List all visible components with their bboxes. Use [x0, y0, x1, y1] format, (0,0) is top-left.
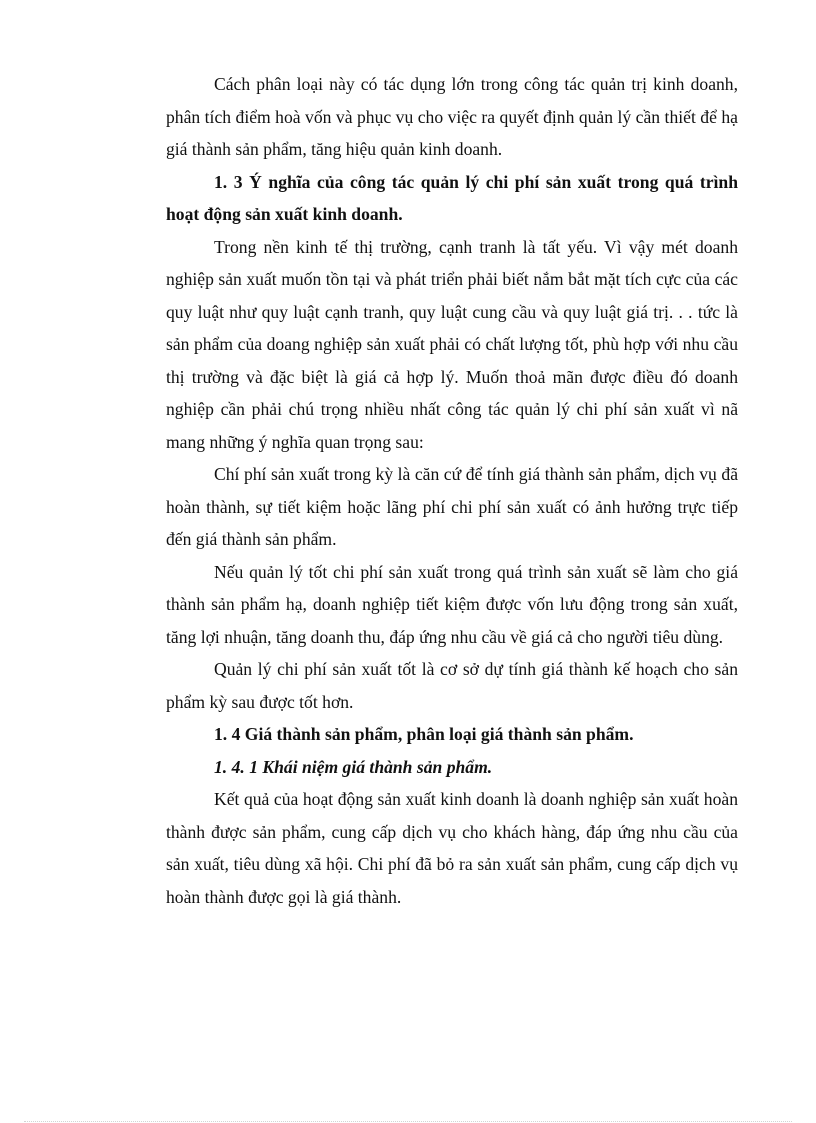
paragraph-classification-effect: Cách phân loại này có tác dụng lớn trong công tác quản trị kinh doanh, phân tích điểm hoà vốn và phục vụ cho việc ra quyết định quản lý cần thiết để hạ giá thành sản phẩm, tăng hiệu quản kinh doanh.: [166, 74, 738, 159]
section-heading-1-3: 1. 3 Ý nghĩa của công tác quản lý chi phí sản xuất trong quá trình hoạt động sản xuất kinh doanh.: [166, 171, 738, 224]
page-bottom-divider: [24, 1121, 792, 1122]
paragraph-planning-basis: Quản lý chi phí sản xuất tốt là cơ sở dự tính giá thành kế hoạch cho sản phẩm kỳ sau được tốt hơn.: [166, 659, 738, 712]
paragraph-cost-price-definition: Kết quả của hoạt động sản xuất kinh doanh là doanh nghiệp sản xuất hoàn thành được sản phẩm, cung cấp dịch vụ cho khách hàng, đáp ứng nhu cầu của sản xuất, tiêu dùng xã hội. Chi phí đã bỏ ra sản xuất sản phẩm, cung cấp dịch vụ hoàn thành được gọi là giá thành.: [166, 789, 738, 907]
paragraph-good-cost-management: Nếu quản lý tốt chi phí sản xuất trong quá trình sản xuất sẽ làm cho giá thành sản phẩm hạ, doanh nghiệp tiết kiệm được vốn lưu động trong sản xuất, tăng lợi nhuận, tăng doanh thu, đáp ứng nhu cầu về giá cả cho người tiêu dùng.: [166, 561, 738, 647]
section-heading-1-4: 1. 4 Giá thành sản phẩm, phân loại giá thành sản phẩm.: [214, 724, 634, 744]
document-body: [166, 68, 738, 913]
paragraph-market-economy: Trong nền kinh tế thị trường, cạnh tranh là tất yếu. Vì vậy mét doanh nghiệp sản xuất muốn tồn tại và phát triển phải biết nắm bắt mặt tích cực của các quy luật như quy luật cạnh tranh, quy luật cung cầu và quy luật giá trị. . . tức là sản phẩm của doang nghiệp sản xuất phải có chất lượng tốt, phù hợp với nhu cầu thị trường và đặc biệt là giá cả hợp lý. Muốn thoả mãn được điều đó doanh nghiệp cần phải chú trọng nhiều nhất công tác quản lý chi phí sản xuất vì nã mang những ý nghĩa quan trọng sau:: [166, 236, 738, 452]
paragraph-production-cost-basis: Chí phí sản xuất trong kỳ là căn cứ để tính giá thành sản phẩm, dịch vụ đã hoàn thành, sự tiết kiệm hoặc lãng phí chi phí sản xuất có ảnh hưởng trực tiếp đến giá thành sản phẩm.: [166, 464, 738, 549]
subsection-heading-1-4-1: 1. 4. 1 Khái niệm giá thành sản phẩm.: [214, 756, 493, 777]
